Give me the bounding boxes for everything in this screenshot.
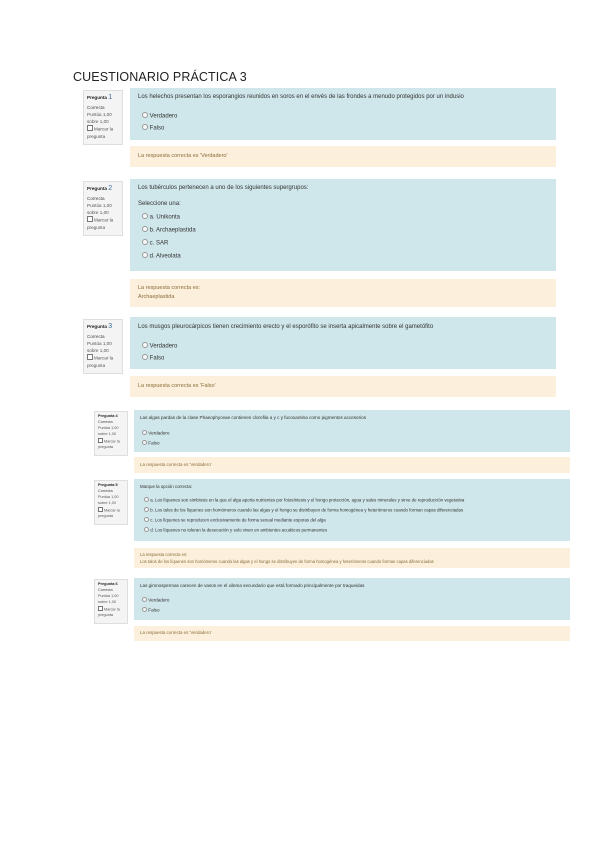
question-feedback (130, 376, 556, 397)
question-content (130, 179, 556, 271)
question-info (94, 579, 128, 624)
question-number: Pregunta 1 (87, 94, 113, 101)
flag-icon (87, 354, 93, 360)
question-number: Pregunta 5 (98, 483, 118, 487)
answer-option[interactable]: d. Alveolata (142, 252, 181, 260)
feedback-answer: Archaeplastida (138, 294, 175, 300)
question-feedback (134, 548, 570, 568)
question-content (130, 88, 556, 140)
flag-question-toggle[interactable]: Marcar la (98, 606, 124, 613)
flag-icon (87, 216, 93, 222)
flag-icon (98, 507, 103, 512)
page-title: CUESTIONARIO PRÁCTICA 3 (73, 70, 247, 84)
question-content (134, 578, 570, 620)
answer-option[interactable]: a. Unikonta (142, 213, 180, 221)
feedback-text: La respuesta correcta es 'Verdadero' (140, 630, 212, 635)
flag-label: pregunta (87, 224, 106, 230)
flag-label: pregunta (98, 513, 113, 518)
question-text: Los tubérculos pertenecen a uno de los siguientes supergrupos: (138, 185, 309, 191)
question-info (94, 411, 128, 456)
question-mark-max: sobre 1,00 (98, 599, 116, 604)
radio-icon[interactable] (142, 342, 148, 348)
answer-option[interactable]: Verdadero (142, 430, 169, 436)
question-number: Pregunta 3 (87, 323, 113, 330)
answer-option[interactable]: Falso (142, 124, 164, 132)
radio-icon[interactable] (142, 124, 148, 130)
question-state: Correcta (98, 488, 113, 493)
question-prompt: Seleccione una: (138, 201, 181, 207)
question-number: Pregunta 6 (98, 582, 118, 586)
feedback-text: La respuesta correcta es: (140, 552, 188, 557)
radio-icon[interactable] (142, 430, 147, 435)
radio-icon[interactable] (142, 252, 148, 258)
answer-option[interactable]: Verdadero (142, 112, 177, 120)
radio-icon[interactable] (142, 597, 147, 602)
answer-option[interactable]: Verdadero (142, 597, 169, 603)
question-mark: Puntúa 1,00 (98, 593, 119, 598)
flag-icon (87, 125, 93, 131)
flag-label: pregunta (98, 444, 113, 449)
question-state: Correcta (87, 195, 105, 201)
question-text: Marque la opción correcta: (140, 484, 192, 489)
question-number: Pregunta 4 (98, 414, 118, 418)
question-mark: Puntúa 1,00 (98, 425, 119, 430)
question-mark: Puntúa 1,00 (87, 111, 112, 117)
flag-question-toggle[interactable]: Marcar la (87, 354, 119, 362)
question-state: Correcta (98, 587, 113, 592)
question-mark-max: sobre 1,00 (87, 119, 109, 125)
answer-option[interactable]: c. SAR (142, 239, 168, 247)
radio-icon[interactable] (142, 239, 148, 245)
question-state: Correcta (87, 104, 105, 110)
radio-icon[interactable] (142, 112, 148, 118)
question-state: Correcta (87, 333, 105, 339)
radio-icon[interactable] (142, 440, 147, 445)
question-text: Los helechos presentan los esporangios reunidos en soros en el envés de las frondes a menudo protegidos por un indusio (138, 94, 464, 100)
radio-icon[interactable] (142, 226, 148, 232)
flag-question-toggle[interactable]: Marcar la (87, 125, 119, 133)
radio-icon[interactable] (144, 507, 149, 512)
feedback-text: La respuesta correcta es: (138, 285, 201, 291)
radio-icon[interactable] (142, 354, 148, 360)
radio-icon[interactable] (142, 213, 148, 219)
answer-option[interactable]: d. Los líquenes no toleran la desecación y solo viven en ambientes acuáticos permanentes (144, 527, 327, 533)
answer-option[interactable]: a. Los líquenes son simbiosis en la que el alga aporta nutrientes por fotosíntesis y el hongo protección, agua y sales minerales y sirve de reproducción vegetativa (144, 497, 464, 503)
answer-option[interactable]: c. Los líquenes se reproducen exclusivamente de forma sexual mediante esporas del alga (144, 517, 326, 523)
flag-question-toggle[interactable]: Marcar la (98, 438, 124, 445)
radio-icon[interactable] (142, 607, 147, 612)
flag-icon (98, 606, 103, 611)
question-feedback (134, 457, 570, 473)
question-feedback (130, 146, 556, 167)
question-text: Las gimnospermas carecen de vasos en el xilema secundario que está formado principalmente por traqueidas (140, 583, 365, 588)
question-mark: Puntúa 1,00 (87, 340, 112, 346)
flag-icon (98, 438, 103, 443)
answer-option[interactable]: Verdadero (142, 342, 177, 350)
flag-label: pregunta (87, 133, 106, 139)
answer-option[interactable]: b. Los talos de los líquenes son homómeros cuando las algas y el hongo se distribuyen de forma homogénea y heterómeros cuando forman capas diferenciadas (144, 507, 463, 513)
question-info (94, 480, 128, 525)
question-info (83, 319, 123, 374)
question-text: Las algas pardas de la clase Phaeophyceae contienen clorofila a y c y fucoxantina como pigmentos accesorios (140, 415, 366, 420)
question-info (83, 90, 123, 145)
answer-option[interactable]: Falso (142, 607, 160, 613)
feedback-answer: Los talos de los líquenes son homómeros cuando las algas y el hongo se distribuyen de forma homogénea y heterómeros cuando forman capas diferenciadas (140, 559, 434, 564)
question-mark: Puntúa 1,00 (98, 494, 119, 499)
question-content (134, 410, 570, 452)
question-text: Los musgos pleurocárpicos tienen crecimiento erecto y el esporófito se inserta apicalmente sobre el gametófito (138, 324, 434, 330)
question-content (134, 479, 570, 541)
flag-question-toggle[interactable]: Marcar la (87, 216, 119, 224)
feedback-text: La respuesta correcta es 'Verdadero' (138, 153, 228, 159)
answer-option[interactable]: Falso (142, 354, 164, 362)
radio-icon[interactable] (144, 497, 149, 502)
question-mark-max: sobre 1,00 (98, 431, 116, 436)
question-feedback (134, 626, 570, 641)
question-content (130, 317, 556, 369)
radio-icon[interactable] (144, 527, 149, 532)
feedback-text: La respuesta correcta es 'Verdadero' (140, 462, 212, 467)
question-info (83, 181, 123, 236)
flag-question-toggle[interactable]: Marcar la (98, 507, 124, 514)
feedback-text: La respuesta correcta es 'Falso' (138, 383, 216, 389)
question-mark: Puntúa 1,00 (87, 202, 112, 208)
answer-option[interactable]: b. Archaeplastida (142, 226, 196, 234)
answer-option[interactable]: Falso (142, 440, 160, 446)
question-feedback (130, 279, 556, 307)
flag-label: pregunta (98, 612, 113, 617)
question-state: Correcta (98, 419, 113, 424)
flag-label: pregunta (87, 362, 106, 368)
question-number: Pregunta 2 (87, 185, 113, 192)
question-mark-max: sobre 1,00 (87, 348, 109, 354)
question-mark-max: sobre 1,00 (98, 500, 116, 505)
question-mark-max: sobre 1,00 (87, 210, 109, 216)
radio-icon[interactable] (144, 517, 149, 522)
